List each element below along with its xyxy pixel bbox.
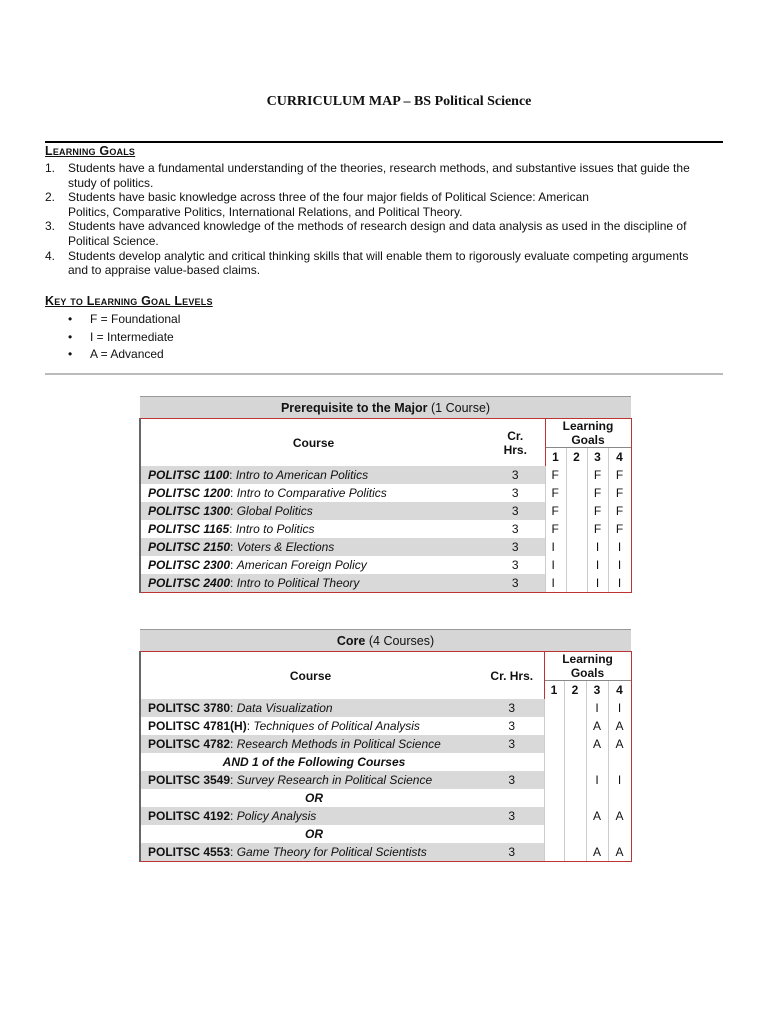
core-col-lg-line1: Learning xyxy=(562,652,613,666)
table-row xyxy=(140,717,631,735)
goal-level-cell: F xyxy=(587,520,608,538)
goal-level-cell: I xyxy=(608,574,631,593)
goal-number-header: 1 xyxy=(544,681,564,700)
course-name: Survey Research in Political Science xyxy=(236,773,433,787)
goal-level-cell: F xyxy=(608,466,631,484)
course-code: POLITSC 1165 xyxy=(148,522,230,536)
goal-level-cell: F xyxy=(545,502,566,520)
goal-level-cell: I xyxy=(545,538,566,556)
goal-level-cell xyxy=(544,771,564,789)
goal-number-header: 1 xyxy=(545,448,566,467)
goal-level-cell xyxy=(564,843,586,862)
goal-text: Students have advanced knowledge of the methods of research design and data analysis as used in the discipline of xyxy=(68,219,687,234)
course-separator: : xyxy=(246,719,254,733)
table-row xyxy=(140,789,631,807)
table-row xyxy=(140,753,631,771)
course-cell: OR xyxy=(140,789,480,807)
course-name: Intro to American Politics xyxy=(235,468,369,482)
goal-level-cell xyxy=(564,771,586,789)
credit-hours-cell: 3 xyxy=(486,538,545,556)
goal-number-header: 4 xyxy=(608,448,631,467)
credit-hours-cell: 3 xyxy=(480,735,544,753)
goal-level-cell xyxy=(564,789,586,807)
prereq-table xyxy=(139,396,630,593)
course-cell xyxy=(140,466,486,484)
goal-text: Politics, Comparative Politics, International Relations, and Political Theory. xyxy=(68,204,463,219)
prereq-col-hrs xyxy=(486,419,545,467)
course-code: POLITSC 3780 xyxy=(148,701,231,715)
credit-hours-cell: 3 xyxy=(511,522,519,536)
goal-level-cell xyxy=(564,735,586,753)
prereq-col-learning-goals xyxy=(545,419,631,448)
goal-number-header: 3 xyxy=(586,681,608,700)
course-separator: : xyxy=(230,701,237,715)
goal-text: Students develop analytic and critical thinking skills that will enable them to rigorously evaluate competing arguments xyxy=(68,248,689,263)
course-name: Intro to Politics xyxy=(235,522,315,536)
goal-level-cell: A xyxy=(608,843,631,862)
core-table xyxy=(139,629,630,862)
key-item xyxy=(68,329,180,347)
bullet-icon: • xyxy=(68,347,73,361)
course-name: Game Theory for Political Scientists xyxy=(236,845,427,859)
prereq-col-lg-line2: Goals xyxy=(571,433,605,447)
table-row xyxy=(140,466,631,484)
core-col-learning-goals xyxy=(544,652,631,681)
goal-number: 2. xyxy=(45,190,56,205)
course-cell xyxy=(140,843,480,862)
goal-level-cell xyxy=(586,789,608,807)
prereq-col-course: Course xyxy=(140,419,486,467)
course-separator: : xyxy=(230,504,237,518)
course-name: Intro to Political Theory xyxy=(236,576,360,590)
goal-level-cell xyxy=(544,807,564,825)
goal-level-cell xyxy=(566,466,587,484)
course-separator: : xyxy=(230,809,237,823)
table-row xyxy=(140,556,631,574)
credit-hours-cell: 3 xyxy=(480,807,544,825)
course-cell: OR xyxy=(140,825,480,843)
section-divider xyxy=(45,373,723,375)
goal-level-cell xyxy=(566,484,587,502)
goal-level-cell: I xyxy=(545,556,566,574)
goal-level-cell xyxy=(544,717,564,735)
goal-level-cell xyxy=(564,699,586,717)
course-name: Data Visualization xyxy=(236,701,333,715)
goal-number: 1. xyxy=(45,161,56,175)
goal-number: 3. xyxy=(45,219,56,234)
goal-level-cell: F xyxy=(608,520,631,538)
goal-level-cell: I xyxy=(608,771,631,789)
course-separator: : xyxy=(229,468,236,482)
course-separator: : xyxy=(229,522,236,536)
course-cell xyxy=(140,807,480,825)
course-separator: : xyxy=(230,558,237,572)
goal-level-cell xyxy=(544,753,564,771)
key-item xyxy=(68,346,180,364)
key-text: F = Foundational xyxy=(90,312,181,326)
goal-level-cell: F xyxy=(608,502,631,520)
goal-level-cell: I xyxy=(586,771,608,789)
learning-goals-heading: Learning Goals xyxy=(45,144,136,158)
goal-level-cell xyxy=(566,574,587,593)
goal-level-cell: F xyxy=(545,520,566,538)
goal-level-cell: A xyxy=(608,807,631,825)
title-divider xyxy=(45,141,723,143)
table-row xyxy=(140,825,631,843)
prereq-table-title xyxy=(140,397,631,419)
course-separator: : xyxy=(230,845,237,859)
goal-number-header: 2 xyxy=(566,448,587,467)
goal-level-cell xyxy=(566,538,587,556)
prereq-col-hrs-line1: Cr. xyxy=(507,428,524,443)
goal-level-cell xyxy=(608,753,631,771)
course-code: POLITSC 3549 xyxy=(148,773,231,787)
course-code: POLITSC 2150 xyxy=(148,540,231,554)
course-name: American Foreign Policy xyxy=(236,558,367,572)
goal-level-cell: I xyxy=(587,538,608,556)
table-row xyxy=(140,538,631,556)
core-title-note: (4 Courses) xyxy=(368,633,435,648)
table-row xyxy=(140,484,631,502)
goal-text: Political Science. xyxy=(68,233,159,248)
credit-hours-cell: 3 xyxy=(486,466,545,484)
table-row xyxy=(140,735,631,753)
goal-level-cell xyxy=(564,717,586,735)
goal-level-cell: A xyxy=(586,843,608,862)
prereq-title-note: (1 Course) xyxy=(431,400,491,415)
goal-level-cell xyxy=(544,843,564,862)
goal-item xyxy=(45,161,725,190)
goal-level-cell xyxy=(586,753,608,771)
course-code: POLITSC 2400 xyxy=(148,576,231,590)
goal-level-cell: A xyxy=(586,717,608,735)
credit-hours-cell: 3 xyxy=(480,699,544,717)
course-separator: : xyxy=(230,540,237,554)
goal-level-cell: A xyxy=(608,717,631,735)
core-col-course: Course xyxy=(140,652,480,700)
goal-item xyxy=(45,249,725,278)
core-col-hrs: Cr. Hrs. xyxy=(490,668,534,683)
document-title: CURRICULUM MAP – BS Political Science xyxy=(266,94,532,109)
goal-level-cell xyxy=(564,753,586,771)
goal-level-cell xyxy=(544,699,564,717)
course-separator: : xyxy=(230,737,237,751)
course-code: POLITSC 1300 xyxy=(148,504,231,518)
goal-level-cell: F xyxy=(587,502,608,520)
goal-level-cell: F xyxy=(608,484,631,502)
course-code: POLITSC 4192 xyxy=(148,809,231,823)
prereq-col-lg-line1: Learning xyxy=(562,419,614,433)
bullet-icon: • xyxy=(68,312,73,326)
course-cell xyxy=(140,556,486,574)
core-table-title xyxy=(140,630,631,652)
goal-level-cell: F xyxy=(545,484,566,502)
course-cell xyxy=(140,735,480,753)
key-text: A = Advanced xyxy=(90,347,164,361)
goal-level-cell: I xyxy=(586,699,608,717)
course-code: POLITSC 2300 xyxy=(148,558,231,572)
course-name: Intro to Comparative Politics xyxy=(236,486,387,500)
prereq-col-hrs-line2: Hrs. xyxy=(503,442,527,457)
course-cell xyxy=(140,538,486,556)
credit-hours-cell: 3 xyxy=(511,486,519,500)
core-title-bold: Core xyxy=(336,633,366,648)
course-separator: : xyxy=(230,486,237,500)
key-heading: Key to Learning Goal Levels xyxy=(45,294,213,308)
course-name: Techniques of Political Analysis xyxy=(253,719,420,733)
goal-text: Students have basic knowledge across three of the four major fields of Political Science: American xyxy=(68,190,589,205)
goal-level-cell xyxy=(544,789,564,807)
goal-number-header: 4 xyxy=(608,681,631,700)
course-cell xyxy=(140,502,486,520)
goal-level-cell xyxy=(566,520,587,538)
credit-hours-cell: 3 xyxy=(511,558,519,572)
goal-item xyxy=(45,219,725,248)
table-row xyxy=(140,574,631,593)
credit-hours-cell xyxy=(480,753,544,771)
table-row xyxy=(140,807,631,825)
course-name: Research Methods in Political Science xyxy=(236,737,441,751)
course-cell xyxy=(140,771,480,789)
goal-level-cell xyxy=(544,825,564,843)
goal-level-cell xyxy=(544,735,564,753)
goal-level-cell: I xyxy=(608,556,631,574)
table-row xyxy=(140,843,631,862)
goal-level-cell xyxy=(586,825,608,843)
goal-level-cell: A xyxy=(586,735,608,753)
course-separator: : xyxy=(230,576,237,590)
credit-hours-cell xyxy=(480,789,544,807)
learning-goals-list xyxy=(45,161,725,278)
key-text: I = Intermediate xyxy=(90,329,174,344)
table-row xyxy=(140,502,631,520)
credit-hours-cell: 3 xyxy=(480,771,544,789)
course-separator: : xyxy=(230,773,237,787)
goal-level-cell: A xyxy=(608,735,631,753)
goal-level-cell: I xyxy=(587,574,608,593)
course-cell xyxy=(140,717,480,735)
course-name: Voters & Elections xyxy=(236,540,335,554)
goal-level-cell xyxy=(608,825,631,843)
table-row xyxy=(140,771,631,789)
goal-number-header: 2 xyxy=(564,681,586,700)
table-row xyxy=(140,699,631,717)
key-item xyxy=(68,311,180,329)
course-name: Global Politics xyxy=(236,504,313,518)
course-code: POLITSC 4781(H) xyxy=(148,719,247,733)
goal-level-cell: I xyxy=(587,556,608,574)
goal-level-cell xyxy=(608,789,631,807)
credit-hours-cell: 3 xyxy=(486,574,545,593)
goal-level-cell: F xyxy=(545,466,566,484)
credit-hours-cell xyxy=(480,825,544,843)
course-code: POLITSC 1200 xyxy=(148,486,231,500)
goal-level-cell xyxy=(564,807,586,825)
goal-level-cell xyxy=(566,502,587,520)
course-cell: AND 1 of the Following Courses xyxy=(140,753,480,771)
course-cell xyxy=(140,484,486,502)
goal-level-cell: I xyxy=(608,538,631,556)
goal-item xyxy=(45,190,725,219)
course-code: POLITSC 4553 xyxy=(148,845,231,859)
goal-text: Students have a fundamental understanding of the theories, research methods, and substantive issues that guide the xyxy=(68,161,690,175)
credit-hours-cell: 3 xyxy=(486,502,545,520)
credit-hours-cell: 3 xyxy=(480,843,544,862)
core-col-lg-line2: Goals xyxy=(570,666,605,680)
goal-number: 4. xyxy=(45,248,56,263)
goal-text: study of politics. xyxy=(68,175,154,190)
prereq-title-bold: Prerequisite to the Major xyxy=(280,400,428,415)
goal-level-cell: I xyxy=(545,574,566,593)
credit-hours-cell: 3 xyxy=(508,719,516,733)
course-name: Policy Analysis xyxy=(236,809,317,823)
course-code: POLITSC 4782 xyxy=(148,737,231,751)
goal-level-cell xyxy=(566,556,587,574)
goal-level-cell: F xyxy=(587,466,608,484)
course-cell xyxy=(140,574,486,593)
bullet-icon: • xyxy=(68,329,73,344)
goal-level-cell xyxy=(564,825,586,843)
goal-level-cell: A xyxy=(586,807,608,825)
table-row xyxy=(140,520,631,538)
course-cell xyxy=(140,699,480,717)
goal-level-cell: F xyxy=(587,484,608,502)
course-cell xyxy=(140,520,486,538)
goal-level-cell: I xyxy=(608,699,631,717)
goal-text: and to appraise value-based claims. xyxy=(68,263,261,278)
course-code: POLITSC 1100 xyxy=(148,468,230,482)
key-list xyxy=(68,311,180,364)
goal-number-header: 3 xyxy=(587,448,608,467)
